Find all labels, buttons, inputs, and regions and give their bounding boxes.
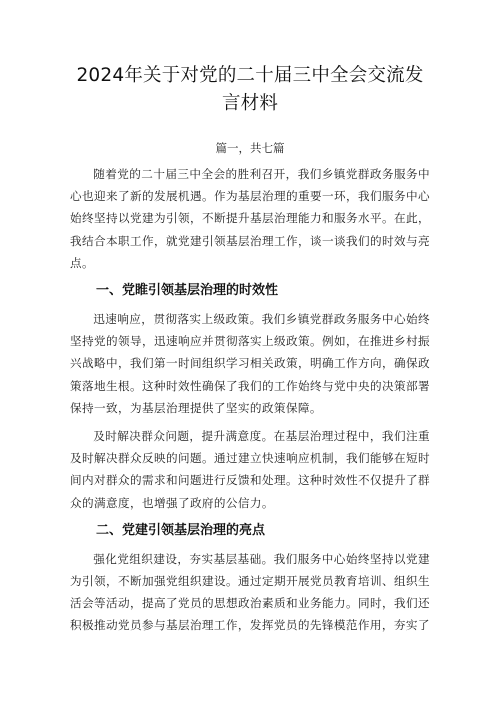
section-heading-2: 二、党建引领基层治理的亮点 <box>96 522 266 538</box>
section-1-paragraph-1: 迅速响应，贯彻落实上级政策。我们乡镇党群政务服务中心始终坚持党的领导，迅速响应并贯彻落实上级政策。例如，在推进乡村振兴战略中，我们第一时间组织学习相关政策，明确工作方向，确保政策落地生根。这种时效性确保了我们的工作始终与党中央的决策部署保持一致，为基层治理提供了坚实的政策保障。 <box>70 312 430 415</box>
intro-paragraph: 随着党的二十届三中全会的胜利召开，我们乡镇党群政务服务中心也迎来了新的发展机遇。作为基层治理的重要一环，我们服务中心始终坚持以党建为引领，不断提升基层治理能力和服务水平。在此，我结合本职工作，就党建引领基层治理工作，谈一谈我们的时效与亮点。 <box>70 167 430 270</box>
section-heading-1: 一、党睢引领基层治理的时效性 <box>96 283 279 299</box>
section-2-paragraph-1: 强化党组织建设，夯实基层基础。我们服务中心始终坚持以党建为引领，不断加强党组织建设。通过定期开展党员教育培训、组织生活会等活动，提高了党员的思想政治素质和业务能力。同时，我们还积极推动党员参与基层治理工作，发挥党员的先锋模范作用，夯实了 <box>70 551 430 633</box>
document-title-line-2: 言材料 <box>221 93 279 114</box>
document-subheading: 篇一，共七篇 <box>215 141 285 155</box>
document-title-line-1: 2024年关于对党的二十届三中全会交流发 <box>76 65 424 86</box>
document-title <box>70 62 430 118</box>
section-1-paragraph-2: 及时解决群众问题，提升满意度。在基层治理过程中，我们注重及时解决群众反映的问题。通过建立快速响应机制，我们能够在短时间内对群众的需求和问题进行反馈和处理。这种时效性不仅提升了群众的满意度，也增强了政府的公信力。 <box>70 429 430 510</box>
